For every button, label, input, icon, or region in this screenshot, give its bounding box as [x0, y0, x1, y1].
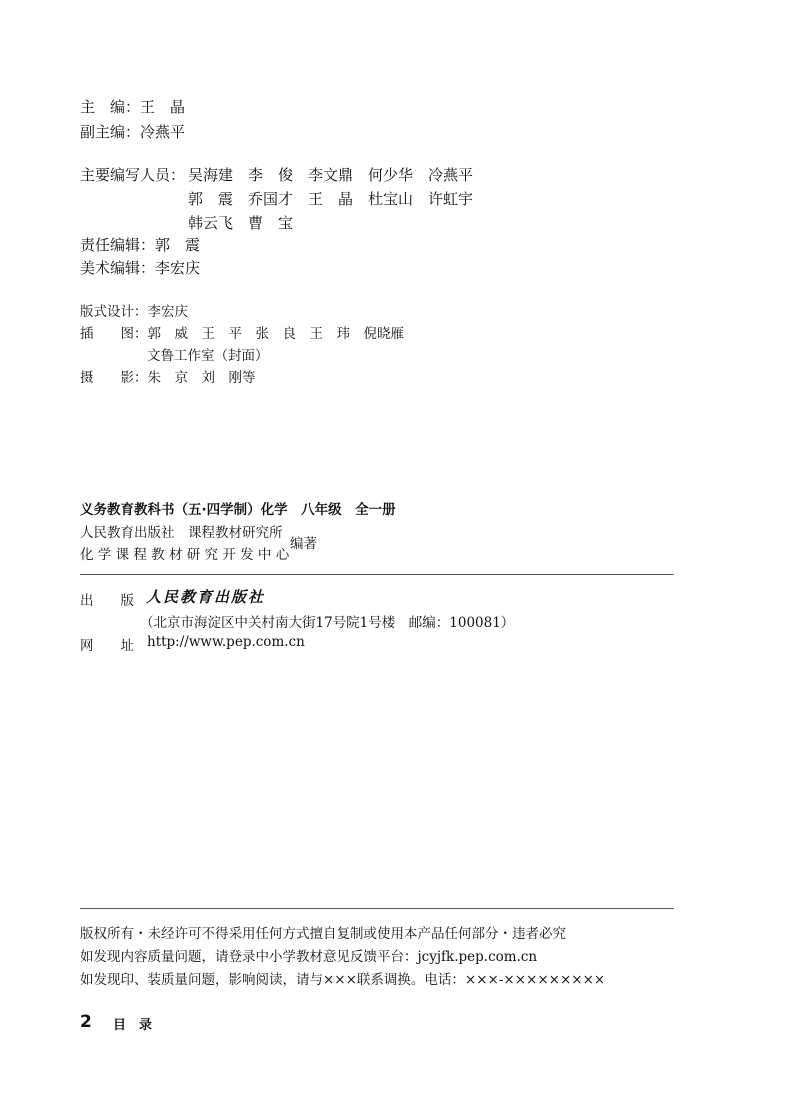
photography-line [80, 366, 256, 386]
book-title: 义务教育教科书（五·四学制）化学 八年级 全一册 [80, 502, 396, 518]
photography-value: 朱 京 刘 刚等 [147, 370, 256, 386]
illustration-value: 郭 威 王 平 张 良 王 玮 倪晓雁 [147, 326, 404, 342]
divider-bottom [80, 908, 674, 909]
art-editor-line [80, 257, 200, 278]
publisher-line-2: 化 学 课 程 教 材 研 究 开 发 中 心 [80, 547, 290, 563]
illustration-label: 插 图： [80, 326, 148, 342]
main-writers-line-3: 韩云飞 曹 宝 [188, 214, 294, 232]
deputy-editor-value: 冷燕平 [140, 123, 186, 141]
chief-editor-line [80, 96, 185, 117]
responsible-editor-line [80, 234, 200, 255]
divider-top [80, 574, 674, 575]
print-feedback-notice: 如发现印、装质量问题，影响阅读，请与×××联系调换。电话：×××-××××××××× [80, 972, 606, 988]
art-editor-value: 李宏庆 [155, 259, 201, 277]
section-label: 目 录 [113, 1018, 153, 1033]
chief-editor-value: 王 晶 [140, 98, 186, 116]
main-writers-line-2: 郭 震 乔国才 王 晶 杜宝山 许虹宇 [188, 190, 474, 208]
responsible-editor-value: 郭 震 [155, 236, 201, 254]
publisher-address: （北京市海淀区中关村南大街17号院1号楼 邮编：100081） [140, 615, 515, 631]
main-writers-line-1: 吴海建 李 俊 李文鼎 何少华 冷燕平 [188, 166, 474, 184]
layout-design-value: 李宏庆 [147, 304, 188, 320]
illustration-value-2: 文鲁工作室（封面） [147, 348, 269, 364]
photography-label: 摄 影： [80, 370, 148, 386]
content-feedback-notice: 如发现内容质量问题，请登录中小学教材意见反馈平台：jcyjfk.pep.com.cn [80, 949, 538, 965]
main-writers-label: 主要编写人员： [80, 166, 186, 184]
publisher-line-1: 人民教育出版社 课程教材研究所 [80, 525, 283, 541]
deputy-editor-line [80, 121, 185, 142]
publish-label: 出 版 [80, 593, 134, 609]
web-value: http://www.pep.com.cn [147, 634, 305, 650]
web-label: 网 址 [80, 638, 134, 654]
compiled-label: 编著 [290, 536, 317, 552]
copyright-notice: 版权所有・未经许可不得采用任何方式擅自复制或使用本产品任何部分・违者必究 [80, 926, 566, 942]
art-editor-label: 美术编辑： [80, 259, 156, 277]
publisher-seal-logo: 人民教育出版社 [146, 588, 266, 606]
chief-editor-label: 主 编： [80, 98, 141, 116]
layout-design-line [80, 300, 188, 320]
layout-design-label: 版式设计： [80, 304, 148, 320]
illustration-line [80, 322, 404, 342]
deputy-editor-label: 副主编： [80, 123, 141, 141]
page-number: 2 [80, 1012, 92, 1032]
responsible-editor-label: 责任编辑： [80, 236, 156, 254]
